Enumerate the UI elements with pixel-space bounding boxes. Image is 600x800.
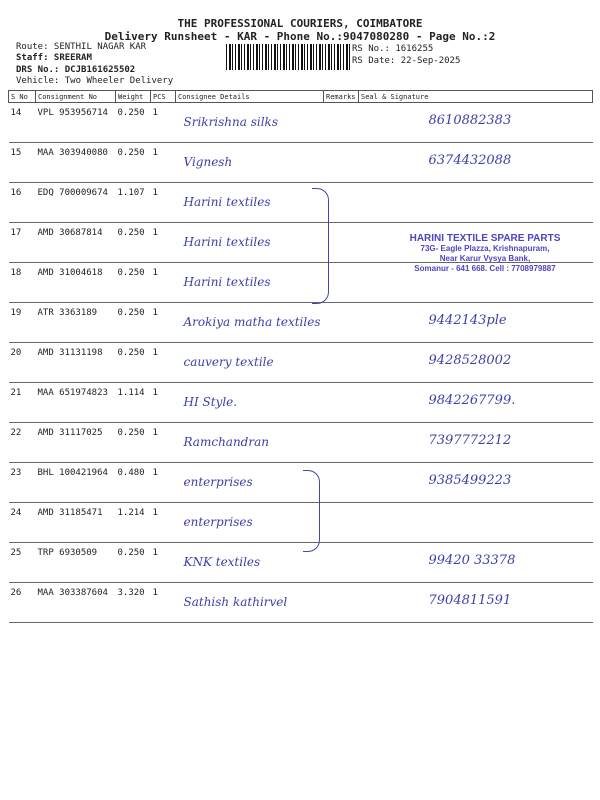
- handwritten-signature: 9428528002: [428, 353, 512, 368]
- cell-consignee: [176, 463, 324, 503]
- cell-consignment: VPL 953956714: [36, 103, 116, 143]
- cell-signature: [359, 343, 593, 383]
- cell-sno: 17: [9, 223, 36, 263]
- rs-number: RS No.: 1616255: [352, 44, 434, 54]
- cell-signature: [359, 463, 593, 503]
- cell-weight: 0.250: [116, 543, 151, 583]
- cell-sno: 22: [9, 423, 36, 463]
- cell-remarks: [324, 583, 359, 623]
- cell-weight: 1.214: [116, 503, 151, 543]
- table-row: [9, 383, 593, 423]
- cell-pcs: 1: [151, 543, 176, 583]
- cell-consignment: AMD 31185471: [36, 503, 116, 543]
- table-row: [9, 303, 593, 343]
- cell-sno: 20: [9, 343, 36, 383]
- cell-sno: 19: [9, 303, 36, 343]
- cell-consignment: TRP 6930509: [36, 543, 116, 583]
- vehicle-label: Vehicle: Two Wheeler Delivery: [16, 76, 174, 86]
- stamp-line2: Near Karur Vysya Bank,: [439, 254, 531, 263]
- runsheet-table: [8, 90, 593, 623]
- cell-pcs: 1: [151, 183, 176, 223]
- cell-pcs: 1: [151, 343, 176, 383]
- table-header-row: [9, 91, 593, 103]
- table-row: [9, 503, 593, 543]
- cell-consignee: [176, 103, 324, 143]
- barcode: [226, 44, 350, 70]
- cell-sno: 24: [9, 503, 36, 543]
- cell-remarks: [324, 543, 359, 583]
- brace-harini: [312, 188, 329, 304]
- cell-pcs: 1: [151, 463, 176, 503]
- cell-signature: [359, 303, 593, 343]
- table-row: [9, 343, 593, 383]
- cell-consignee: [176, 503, 324, 543]
- cell-sno: 21: [9, 383, 36, 423]
- drs-label: DRS No.: DCJB161625502: [16, 65, 136, 75]
- cell-weight: 0.480: [116, 463, 151, 503]
- table-row: [9, 583, 593, 623]
- col-consignee: Consignee Details: [176, 91, 324, 103]
- runsheet-title: Delivery Runsheet - KAR - Phone No.:9047080280 - Page No.:2: [104, 30, 496, 43]
- cell-sno: 26: [9, 583, 36, 623]
- cell-weight: 0.250: [116, 103, 151, 143]
- cell-remarks: [324, 503, 359, 543]
- cell-consignee: [176, 423, 324, 463]
- cell-sno: 14: [9, 103, 36, 143]
- handwritten-consignee: Harini textiles: [183, 275, 271, 289]
- stamp-name: HARINI TEXTILE SPARE PARTS: [409, 233, 561, 244]
- cell-consignment: MAA 303940080: [36, 143, 116, 183]
- cell-consignment: BHL 100421964: [36, 463, 116, 503]
- cell-signature: [359, 383, 593, 423]
- rs-date: RS Date: 22-Sep-2025: [352, 56, 461, 66]
- cell-signature: [359, 503, 593, 543]
- cell-weight: 3.320: [116, 583, 151, 623]
- handwritten-consignee: Harini textiles: [183, 235, 271, 249]
- table-row: [9, 423, 593, 463]
- cell-remarks: [324, 343, 359, 383]
- handwritten-signature: 9442143ple: [428, 313, 507, 328]
- handwritten-signature: 99420 33378: [428, 553, 516, 568]
- handwritten-consignee: Ramchandran: [183, 435, 269, 449]
- cell-pcs: 1: [151, 303, 176, 343]
- col-pcs: PCS: [151, 91, 176, 103]
- cell-weight: 0.250: [116, 423, 151, 463]
- handwritten-signature: 9842267799.: [428, 393, 516, 408]
- cell-signature: [359, 583, 593, 623]
- cell-weight: 0.250: [116, 263, 151, 303]
- cell-pcs: 1: [151, 503, 176, 543]
- cell-remarks: [324, 303, 359, 343]
- table-row: [9, 463, 593, 503]
- handwritten-signature: 6374432088: [428, 153, 512, 168]
- cell-consignment: AMD 31117025: [36, 423, 116, 463]
- cell-weight: 1.114: [116, 383, 151, 423]
- cell-pcs: 1: [151, 263, 176, 303]
- cell-pcs: 1: [151, 423, 176, 463]
- cell-consignee: [176, 543, 324, 583]
- table-row: [9, 183, 593, 223]
- cell-pcs: 1: [151, 143, 176, 183]
- cell-sno: 23: [9, 463, 36, 503]
- cell-sno: 25: [9, 543, 36, 583]
- staff-label: Staff: SREERAM: [16, 53, 92, 63]
- cell-sno: 15: [9, 143, 36, 183]
- cell-remarks: [324, 103, 359, 143]
- cell-consignment: EDQ 700009674: [36, 183, 116, 223]
- handwritten-signature: 7904811591: [428, 593, 512, 608]
- cell-consignment: AMD 31004618: [36, 263, 116, 303]
- stamp-line3: Somanur - 641 668. Cell : 7708979887: [414, 264, 556, 273]
- cell-weight: 1.107: [116, 183, 151, 223]
- handwritten-consignee: Arokiya matha textiles: [183, 315, 321, 329]
- cell-signature: [359, 143, 593, 183]
- handwritten-consignee: Srikrishna silks: [183, 115, 278, 129]
- stamp-line1: 73G- Eagle Plazza, Krishnapuram,: [420, 244, 550, 253]
- cell-remarks: [324, 143, 359, 183]
- cell-consignment: AMD 31131198: [36, 343, 116, 383]
- cell-consignee: [176, 383, 324, 423]
- col-signature: Seal & Signature: [359, 91, 593, 103]
- cell-weight: 0.250: [116, 143, 151, 183]
- handwritten-signature: 8610882383: [428, 113, 512, 128]
- cell-signature: [359, 543, 593, 583]
- cell-consignee: [176, 223, 324, 263]
- table-row: [9, 143, 593, 183]
- cell-signature: [359, 103, 593, 143]
- cell-sno: 16: [9, 183, 36, 223]
- col-sno: S No: [9, 91, 36, 103]
- route-label: Route: SENTHIL NAGAR KAR: [16, 42, 147, 52]
- company-title: THE PROFESSIONAL COURIERS, COIMBATORE: [177, 17, 423, 30]
- cell-consignment: AMD 30687814: [36, 223, 116, 263]
- brace-enterprises: [303, 470, 320, 552]
- cell-consignment: ATR 3363189: [36, 303, 116, 343]
- cell-pcs: 1: [151, 103, 176, 143]
- cell-pcs: 1: [151, 223, 176, 263]
- handwritten-signature: 9385499223: [428, 473, 512, 488]
- cell-sno: 18: [9, 263, 36, 303]
- cell-consignee: [176, 143, 324, 183]
- cell-weight: 0.250: [116, 303, 151, 343]
- col-consignment: Consignment No: [36, 91, 116, 103]
- cell-consignee: [176, 343, 324, 383]
- handwritten-consignee: Sathish kathirvel: [183, 595, 288, 609]
- cell-consignee: [176, 583, 324, 623]
- col-weight: Weight: [116, 91, 151, 103]
- cell-remarks: [324, 463, 359, 503]
- cell-weight: 0.250: [116, 343, 151, 383]
- cell-remarks: [324, 383, 359, 423]
- cell-consignee: [176, 303, 324, 343]
- cell-signature: [359, 183, 593, 223]
- cell-pcs: 1: [151, 383, 176, 423]
- cell-consignee: [176, 183, 324, 223]
- table-row: [9, 103, 593, 143]
- handwritten-consignee: Harini textiles: [183, 195, 271, 209]
- col-remarks: Remarks: [324, 91, 359, 103]
- cell-consignee: [176, 263, 324, 303]
- cell-pcs: 1: [151, 583, 176, 623]
- cell-consignment: MAA 303387604: [36, 583, 116, 623]
- handwritten-consignee: KNK textiles: [183, 555, 261, 569]
- cell-weight: 0.250: [116, 223, 151, 263]
- cell-signature: [359, 423, 593, 463]
- table-row: [9, 543, 593, 583]
- handwritten-signature: 7397772212: [428, 433, 512, 448]
- seller-stamp: [385, 233, 585, 274]
- handwritten-consignee: enterprises: [183, 475, 253, 489]
- cell-remarks: [324, 423, 359, 463]
- handwritten-consignee: enterprises: [183, 515, 253, 529]
- handwritten-consignee: cauvery textile: [183, 355, 274, 369]
- cell-consignment: MAA 651974823: [36, 383, 116, 423]
- handwritten-consignee: Vignesh: [183, 155, 233, 169]
- handwritten-consignee: HI Style.: [183, 395, 238, 409]
